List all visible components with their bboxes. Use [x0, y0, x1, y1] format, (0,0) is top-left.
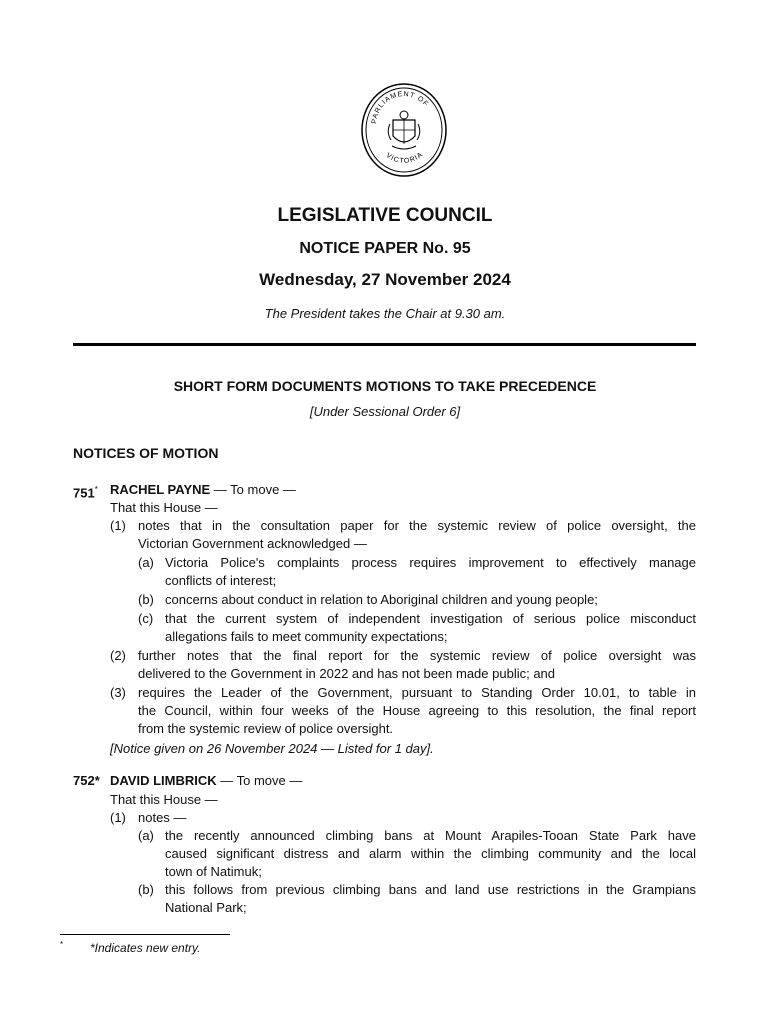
header-divider — [73, 343, 696, 346]
svg-text:VICTORIA — [385, 151, 425, 165]
footnote-divider — [60, 934, 230, 935]
item-text: from the systemic review of police oversight. — [138, 721, 394, 736]
item-label: (3) — [110, 685, 126, 700]
item-text: further notes that the final report for the systemic review of police oversight was — [138, 648, 696, 663]
motion-752-number: 752* — [73, 773, 100, 788]
notice-paper-number: NOTICE PAPER No. 95 — [299, 240, 471, 257]
item-text: the Council, within four weeks of the House agreeing to this resolution, the final report — [138, 703, 696, 718]
chair-note: The President takes the Chair at 9.30 am. — [264, 306, 506, 321]
sub-label: (c) — [138, 611, 154, 626]
item-text: delivered to the Government in 2022 and has not been made public; and — [138, 666, 556, 681]
footnote-mark: * — [60, 940, 64, 949]
item-text: notes that in the consultation paper for the systemic review of police oversight, the — [138, 518, 696, 533]
section-subheading: [Under Sessional Order 6] — [309, 404, 461, 419]
sub-label: (b) — [138, 882, 154, 897]
item-label: (1) — [110, 810, 126, 825]
seal-bottom-text: VICTORIA — [384, 151, 425, 165]
notice-date: Wednesday, 27 November 2024 — [259, 270, 511, 289]
item-text: Victorian Government acknowledged — — [138, 536, 367, 551]
sub-text: caused significant distress and alarm within the climbing community and the local — [165, 846, 696, 861]
motion-751-number: 751* — [73, 485, 98, 501]
sub-label: (b) — [138, 592, 154, 607]
sub-text: National Park; — [165, 900, 247, 915]
item-text: notes — — [138, 810, 187, 825]
sub-text: concerns about conduct in relation to Aboriginal children and young people; — [165, 592, 598, 607]
sub-text: conflicts of interest; — [165, 573, 277, 588]
seal-top-text: PARLIAMENT OF — [371, 90, 430, 125]
sub-text: town of Natimuk; — [165, 864, 262, 879]
new-entry-mark: * — [94, 485, 98, 494]
member-name: DAVID LIMBRICK — [110, 773, 217, 788]
item-label: (2) — [110, 648, 126, 663]
parliament-of-victoria-seal — [360, 82, 448, 178]
svg-text:PARLIAMENT OF — [371, 91, 430, 124]
sub-text: allegations fails to meet community expectations; — [165, 629, 448, 644]
sub-label: (a) — [138, 828, 154, 843]
section-heading: SHORT FORM DOCUMENTS MOTIONS TO TAKE PRECEDENCE — [173, 378, 597, 394]
motion-751-mover — [110, 481, 296, 499]
notice-given: [Notice given on 26 November 2024 — Listed for 1 day]. — [110, 741, 434, 756]
motion-752-mover — [110, 772, 302, 790]
page-title: LEGISLATIVE COUNCIL — [277, 205, 493, 226]
to-move: — To move — — [210, 482, 296, 497]
notices-heading: NOTICES OF MOTION — [73, 445, 219, 461]
footnote — [60, 940, 201, 955]
item-label: (1) — [110, 518, 126, 533]
sub-text: the recently announced climbing bans at Mount Arapiles-Tooan State Park have — [165, 828, 696, 843]
footnote-text: *Indicates new entry. — [90, 941, 201, 955]
item-text: requires the Leader of the Government, pursuant to Standing Order 10.01, to table in — [138, 685, 696, 700]
sub-text: that the current system of independent investigation of serious police misconduct — [165, 611, 696, 626]
motion-751-that: That this House — — [110, 500, 218, 515]
to-move: — To move — — [216, 773, 303, 788]
sub-text: this follows from previous climbing bans and land use restrictions in the Grampians — [165, 882, 696, 897]
motion-752-that: That this House — — [110, 792, 218, 807]
sub-label: (a) — [138, 555, 154, 570]
member-name: RACHEL PAYNE — [110, 482, 211, 497]
sub-text: Victoria Police's complaints process requires improvement to effectively manage — [165, 555, 696, 570]
